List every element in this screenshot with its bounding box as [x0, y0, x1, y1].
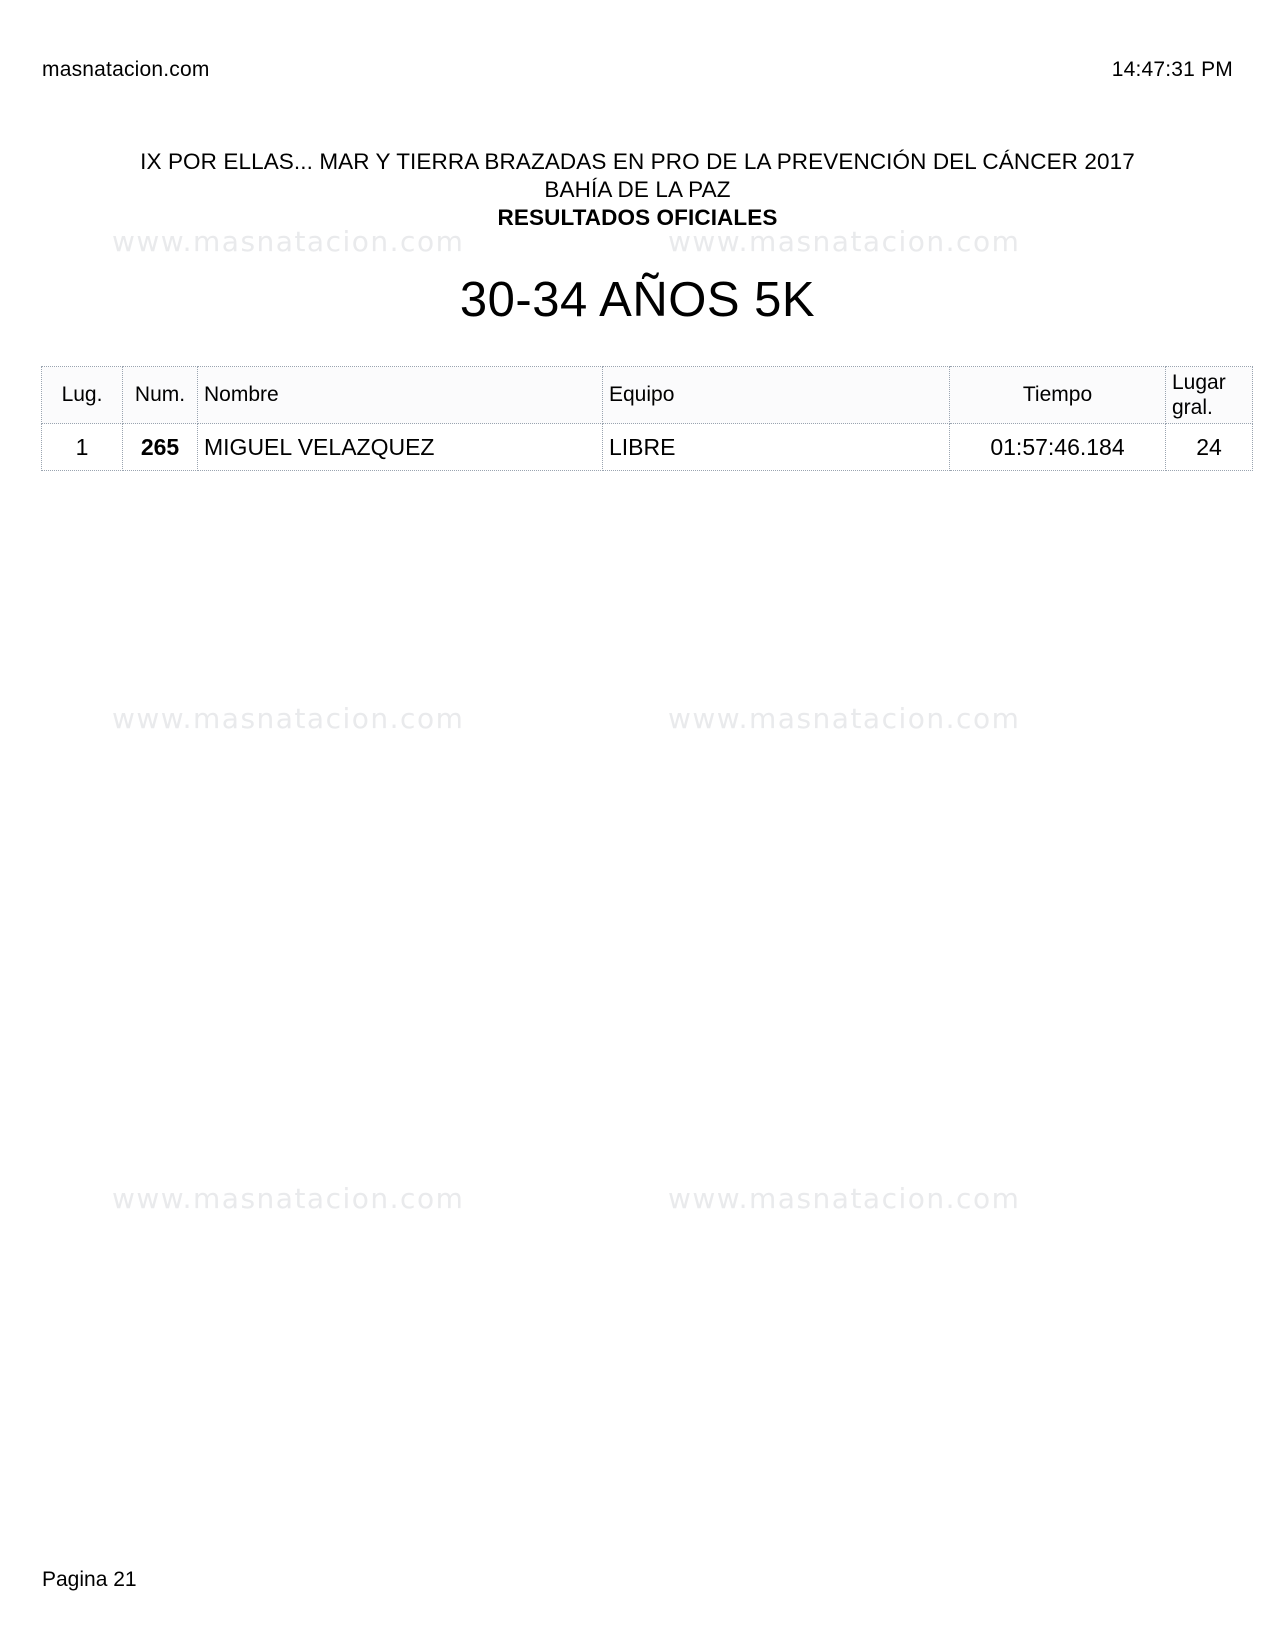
- title-block: [0, 148, 1275, 232]
- document-header: [42, 58, 1233, 82]
- watermark: www.masnatacion.com: [112, 1182, 465, 1215]
- column-header-equipo: Equipo: [603, 367, 950, 424]
- page-title: 30-34 AÑOS 5K: [459, 273, 816, 327]
- column-header-tiempo: Tiempo: [950, 367, 1166, 424]
- cell-lugar-general: 24: [1166, 424, 1253, 471]
- watermark: www.masnatacion.com: [112, 702, 465, 735]
- cell-nombre: MIGUEL VELAZQUEZ: [198, 424, 603, 471]
- page-number: Pagina 21: [42, 1568, 137, 1591]
- cell-tiempo: 01:57:46.184: [950, 424, 1166, 471]
- watermark: www.masnatacion.com: [112, 225, 465, 258]
- cell-numero: 265: [123, 424, 198, 471]
- column-header-lugar: Lug.: [42, 367, 123, 424]
- cell-equipo: LIBRE: [603, 424, 950, 471]
- watermark: www.masnatacion.com: [668, 1182, 1021, 1215]
- lugar-general-line1: Lugar: [1172, 371, 1226, 394]
- event-location: BAHÍA DE LA PAZ: [544, 177, 731, 202]
- table-row: [42, 424, 1253, 471]
- timestamp: 14:47:31 PM: [1111, 58, 1233, 81]
- results-table: [41, 366, 1253, 471]
- watermark: www.masnatacion.com: [668, 702, 1021, 735]
- column-header-numero: Num.: [123, 367, 198, 424]
- column-header-nombre: Nombre: [198, 367, 603, 424]
- column-header-lugar-general: [1166, 367, 1253, 424]
- site-name: masnatacion.com: [42, 58, 210, 81]
- watermark: www.masnatacion.com: [668, 225, 1021, 258]
- table-header-row: [42, 367, 1253, 424]
- cell-lugar: 1: [42, 424, 123, 471]
- results-subtitle: RESULTADOS OFICIALES: [497, 205, 778, 230]
- lugar-general-line2: gral.: [1172, 396, 1213, 419]
- event-title: IX POR ELLAS... MAR Y TIERRA BRAZADAS EN PRO DE LA PREVENCIÓN DEL CÁNCER 2017: [140, 149, 1135, 174]
